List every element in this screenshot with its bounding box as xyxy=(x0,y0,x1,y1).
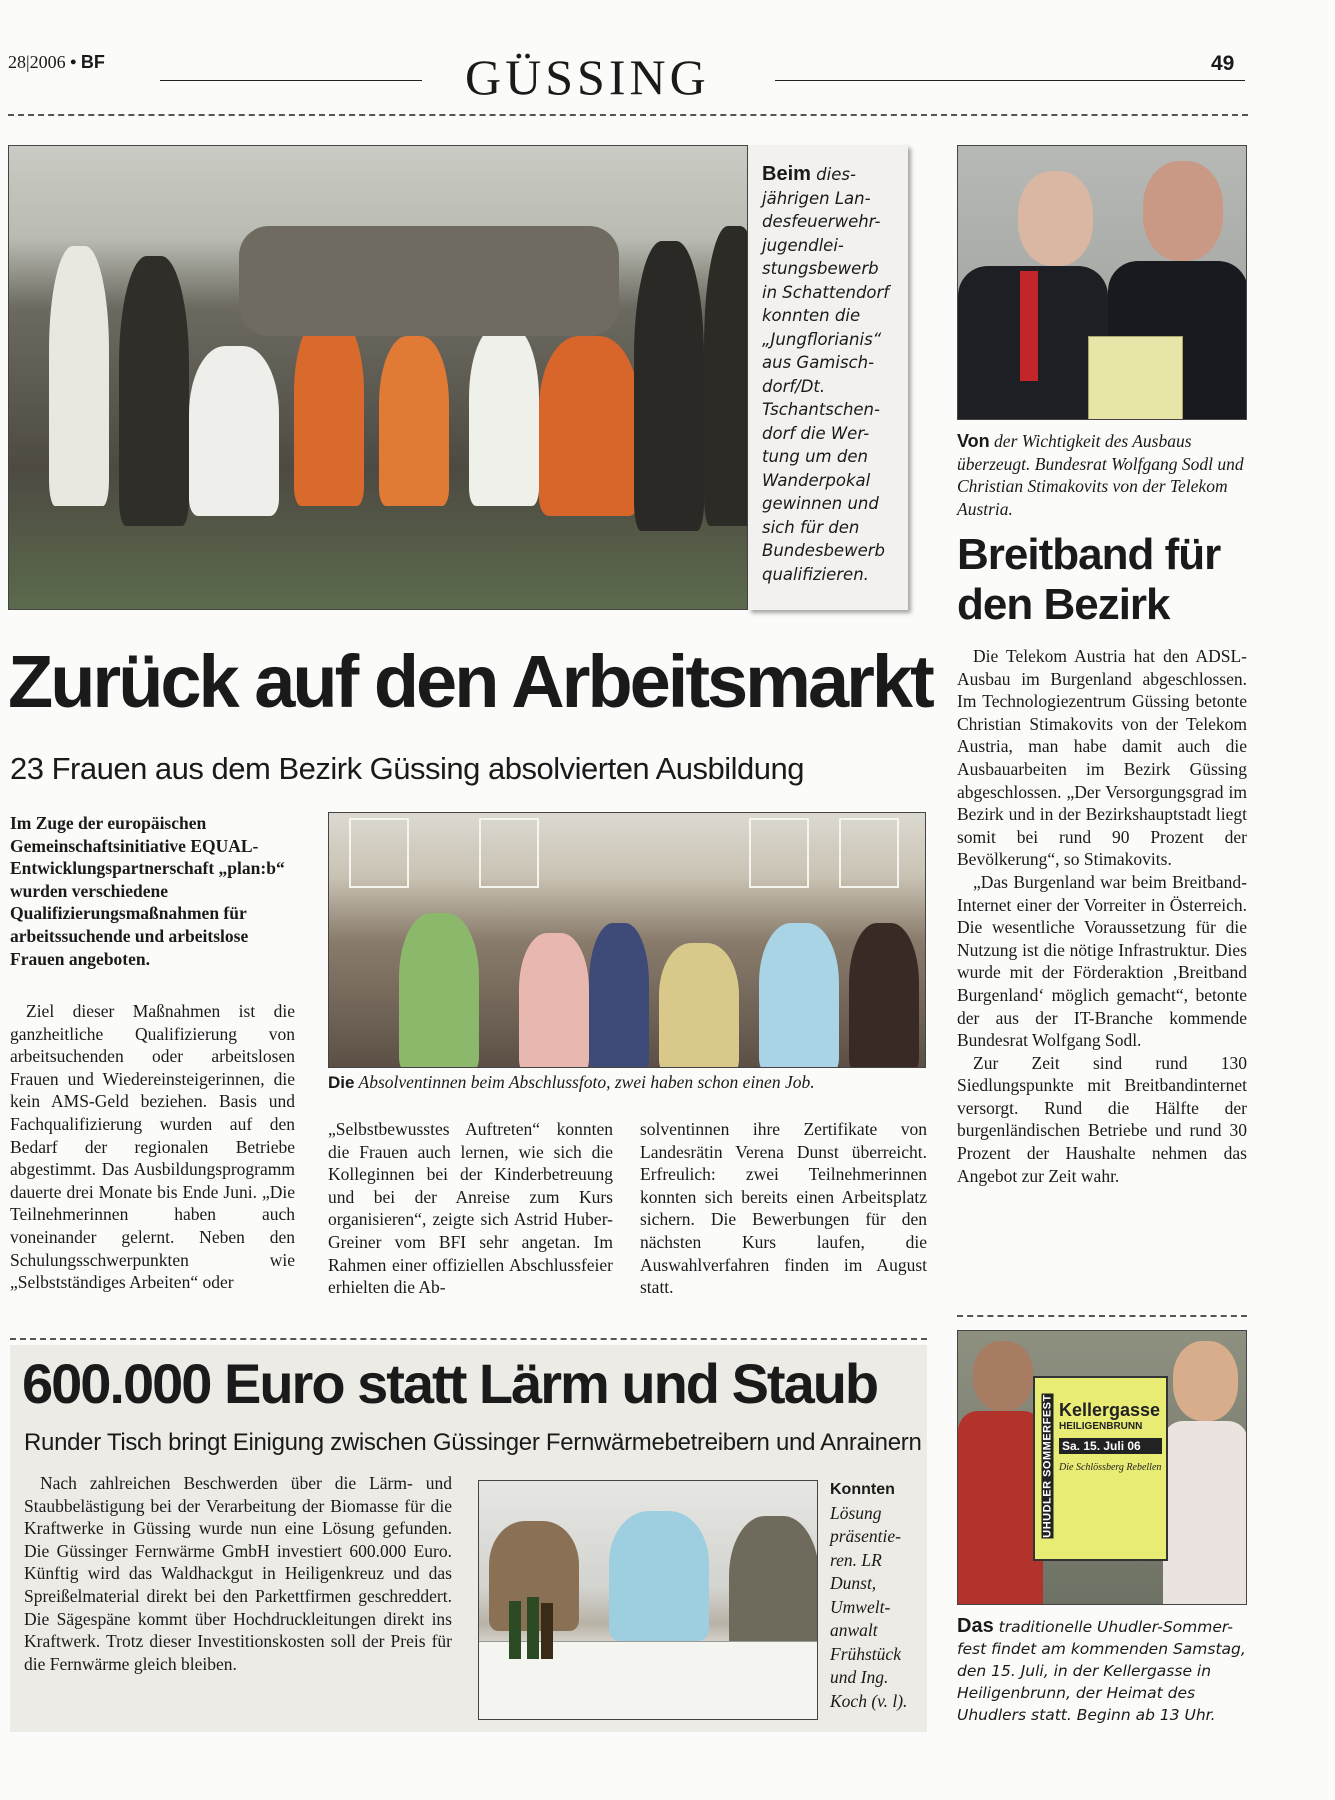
figure-silhouette xyxy=(189,346,279,516)
top-photo-caption-box xyxy=(748,145,908,610)
uhudler-caption-text: traditionelle Uhudler-Sommer-fest findet am kommenden Samstag, den 15. Juli, in der Kellergasse in Heiligenbrunn, der Heimat des Uhudlers statt. Beginn ab 13 Uhr. xyxy=(957,1618,1246,1724)
arbeitsmarkt-column-2 xyxy=(328,1118,613,1299)
issue-info xyxy=(8,52,105,73)
figure-silhouette xyxy=(379,336,449,506)
telekom-photo xyxy=(957,145,1247,420)
boy-body xyxy=(958,1411,1043,1605)
poster-place: HEILIGENBRUNN xyxy=(1059,1421,1143,1432)
laerm-body-text: Nach zahlreichen Beschwerden über die Lärm- und Staubbelästigung bei der Verarbeitung der Biomasse für die Kraftwerke in Güssing wurde nun eine Lösung gefunden. Die Güssinger Fernwärme GmbH investiert 600.000 Euro. Künftig wird das Waldhackgut in Heiligenkreuz und das Spreißelmaterial direkt bei den Parkettfirmen geschreddert. Die Sägespäne kommt über Hochdruckleitungen direkt ins Kraftwerk. Trotz dieser Investitionskosten soll der Preis für die Fernwärme gleich bleiben. xyxy=(24,1473,452,1674)
arbeitsmarkt-headline: Zurück auf den Arbeitsmarkt xyxy=(8,640,932,723)
figure-silhouette xyxy=(609,1511,709,1641)
uhudler-photo xyxy=(957,1330,1247,1605)
breitband-body xyxy=(957,645,1247,1187)
figure-silhouette xyxy=(469,326,539,506)
round-table-photo xyxy=(478,1480,818,1720)
uhudler-caption xyxy=(957,1615,1247,1726)
uhudler-caption-lead: Das xyxy=(957,1615,994,1637)
certificate xyxy=(1088,336,1183,420)
figure-silhouette xyxy=(49,246,109,506)
girl-head xyxy=(1173,1341,1238,1421)
round-table-caption-text: Lösung präsentie-ren. LR Dunst, Umwelt-anwalt Frühstück und Ing. Koch (v. l). xyxy=(830,1502,908,1711)
bottle xyxy=(541,1603,553,1659)
figure-silhouette xyxy=(239,226,619,336)
header-rule-left xyxy=(160,80,422,81)
building-window xyxy=(749,818,809,888)
uhudler-dashed-line xyxy=(957,1315,1247,1317)
figure-silhouette xyxy=(589,923,649,1068)
arbeitsmarkt-col2-text: „Selbstbewusstes Auftreten“ konnten die Frauen auch lernen, wie sich die Kolleginnen bei der Kinderbetreuung und bei der Anreise zum Kurs organisieren“, zeigte sich Astrid Huber-Greiner vom BFI sehr angetan. Im Rahmen einer offiziellen Abschlussfeier erhielten die Ab- xyxy=(328,1119,613,1298)
graduates-caption-lead: Die xyxy=(328,1073,355,1092)
girl-body xyxy=(1163,1421,1247,1605)
figure-silhouette xyxy=(659,943,739,1068)
building-window xyxy=(479,818,539,888)
graduates-caption-text: Absolventinnen beim Abschlussfoto, zwei haben schon einen Job. xyxy=(358,1072,815,1092)
poster-date: Sa. 15. Juli 06 xyxy=(1059,1438,1162,1454)
arbeitsmarkt-subheadline: 23 Frauen aus dem Bezirk Güssing absolvierten Ausbildung xyxy=(10,751,804,786)
telekom-photo-caption xyxy=(957,430,1247,520)
laerm-body xyxy=(24,1472,452,1675)
figure-silhouette xyxy=(704,226,748,526)
firefighter-youth-photo xyxy=(8,145,748,610)
header-rule-right xyxy=(775,80,1245,81)
laerm-headline: 600.000 Euro statt Lärm und Staub xyxy=(22,1352,878,1415)
issue-number: 28|2006 xyxy=(8,52,66,72)
graduates-photo-caption xyxy=(328,1072,928,1093)
top-photo-caption xyxy=(762,163,896,586)
bottle xyxy=(509,1601,521,1659)
person-left-head xyxy=(1018,171,1093,266)
poster-title: Kellergasse xyxy=(1059,1400,1161,1420)
telekom-caption-lead: Von xyxy=(957,431,990,451)
section-title: GÜSSING xyxy=(465,49,710,105)
round-table-caption xyxy=(830,1478,922,1713)
breitband-headline: Breitband für den Bezirk xyxy=(957,530,1221,629)
arbeitsmarkt-col3-text: solventinnen ihre Zertifikate von Landesrätin Verena Dunst überreicht. Erfreulich: zwei Teilnehmerinnen konnten sich bereits einen Arbeitsplatz sichern. Die Bewerbungen für den nächsten Kurs laufen, die Auswahlverfahren finden im August statt. xyxy=(640,1119,927,1298)
arbeitsmarkt-column-3 xyxy=(640,1118,927,1299)
header-bullet: • xyxy=(70,52,77,72)
figure-silhouette xyxy=(119,256,189,526)
top-photo-caption-lead: Beim xyxy=(762,163,811,185)
breitband-paragraph: Zur Zeit sind rund 130 Siedlungspunkte mit Breitbandinternet versorgt. Rund die Hälfte der burgenländischen Betriebe und rund 30 Prozent der Haushalte nehmen das Angebot zur Zeit wahr. xyxy=(957,1052,1247,1186)
poster-side-text: UHUDLER SOMMERFEST xyxy=(1041,1394,1054,1538)
bottle xyxy=(527,1597,539,1659)
poster-band: Die Schlössberg Rebellen xyxy=(1059,1462,1162,1473)
person-right-head xyxy=(1143,161,1223,261)
laerm-subheadline: Runder Tisch bringt Einigung zwischen Güssinger Fernwärmebetreibern und Anrainern xyxy=(24,1429,922,1456)
figure-silhouette xyxy=(399,913,479,1068)
building-window xyxy=(839,818,899,888)
building-window xyxy=(349,818,409,888)
laerm-dashed-line xyxy=(10,1338,927,1340)
header-dashed-line xyxy=(8,114,1248,116)
arbeitsmarkt-col1-text: Ziel dieser Maßnahmen ist die ganzheitliche Qualifizierung von arbeitsuchenden oder arbeitslosen Frauen und Wiedereinsteigerinnen, die kein AMS-Geld beziehen. Basis und Fachqualifizierung wurden auf den Bedarf der regionalen Betriebe abgestimmt. Das Ausbildungsprogramm dauerte drei Monate bis Ende Juni. „Die Teilnehmerinnen haben auch voneinander gelernt. Neben den Schulungsschwerpunkten wie „Selbstständiges Arbeiten“ oder xyxy=(10,1001,295,1293)
figure-silhouette xyxy=(294,316,364,506)
figure-silhouette xyxy=(634,241,704,531)
telekom-caption-text: der Wichtigkeit des Ausbaus überzeugt. Bundesrat Wolfgang Sodl und Christian Stimakovits von der Telekom Austria. xyxy=(957,431,1244,519)
arbeitsmarkt-lead: Im Zuge der europäischen Gemeinschaftsinitiative EQUAL-Entwicklungspartnerschaft „plan:b“ wurden verschiedene Qualifizierungsmaßnahmen für arbeitssuchende und arbeitslose Frauen angeboten. xyxy=(10,813,285,969)
breitband-paragraph: „Das Burgenland war beim Breitband-Internet einer der Vorreiter in Österreich. Die wesentliche Voraussetzung für die Nutzung ist die nötige Infrastruktur. Dies wurde mit der Förderaktion ‚Breitband Burgenland‘ möglich gemacht“, betonte der aus der IT-Branche kommende Bundesrat Wolfgang Sodl. xyxy=(957,871,1247,1051)
graduates-photo xyxy=(328,812,926,1068)
figure-silhouette xyxy=(539,336,639,516)
boy-head xyxy=(973,1341,1033,1411)
event-poster xyxy=(1033,1376,1168,1561)
arbeitsmarkt-column-1 xyxy=(10,1000,295,1294)
figure-silhouette xyxy=(519,933,589,1068)
top-photo-caption-text: dies-jährigen Lan-desfeuerwehr-jugendlei-stungsbewerb in Schattendorf konnten die „Jungflorianis“ aus Gamisch-dorf/Dt. Tschantschen-dorf die Wer-tung um den Wanderpokal gewinnen und sich für den Bundesbewerb qualifizieren. xyxy=(762,165,890,584)
figure-silhouette xyxy=(759,923,839,1068)
figure-silhouette xyxy=(849,923,919,1068)
person-left-tie xyxy=(1020,271,1038,381)
breitband-paragraph: Die Telekom Austria hat den ADSL-Ausbau im Burgenland abgeschlossen. Im Technologiezentrum Güssing betonte Christian Stimakovits von der Telekom Austria, man habe damit auch die Ausbauarbeiten im Bezirk Güssing abgeschlossen. „Der Versorgungsgrad im Bezirk und in der Bezirkshauptstadt liegt somit bei rund 90 Prozent der Bevölkerung“, so Stimakovits. xyxy=(957,646,1247,870)
round-table-caption-lead: Konnten xyxy=(830,1481,895,1498)
page-number: 49 xyxy=(1211,52,1235,75)
paper-name: BF xyxy=(80,52,105,72)
